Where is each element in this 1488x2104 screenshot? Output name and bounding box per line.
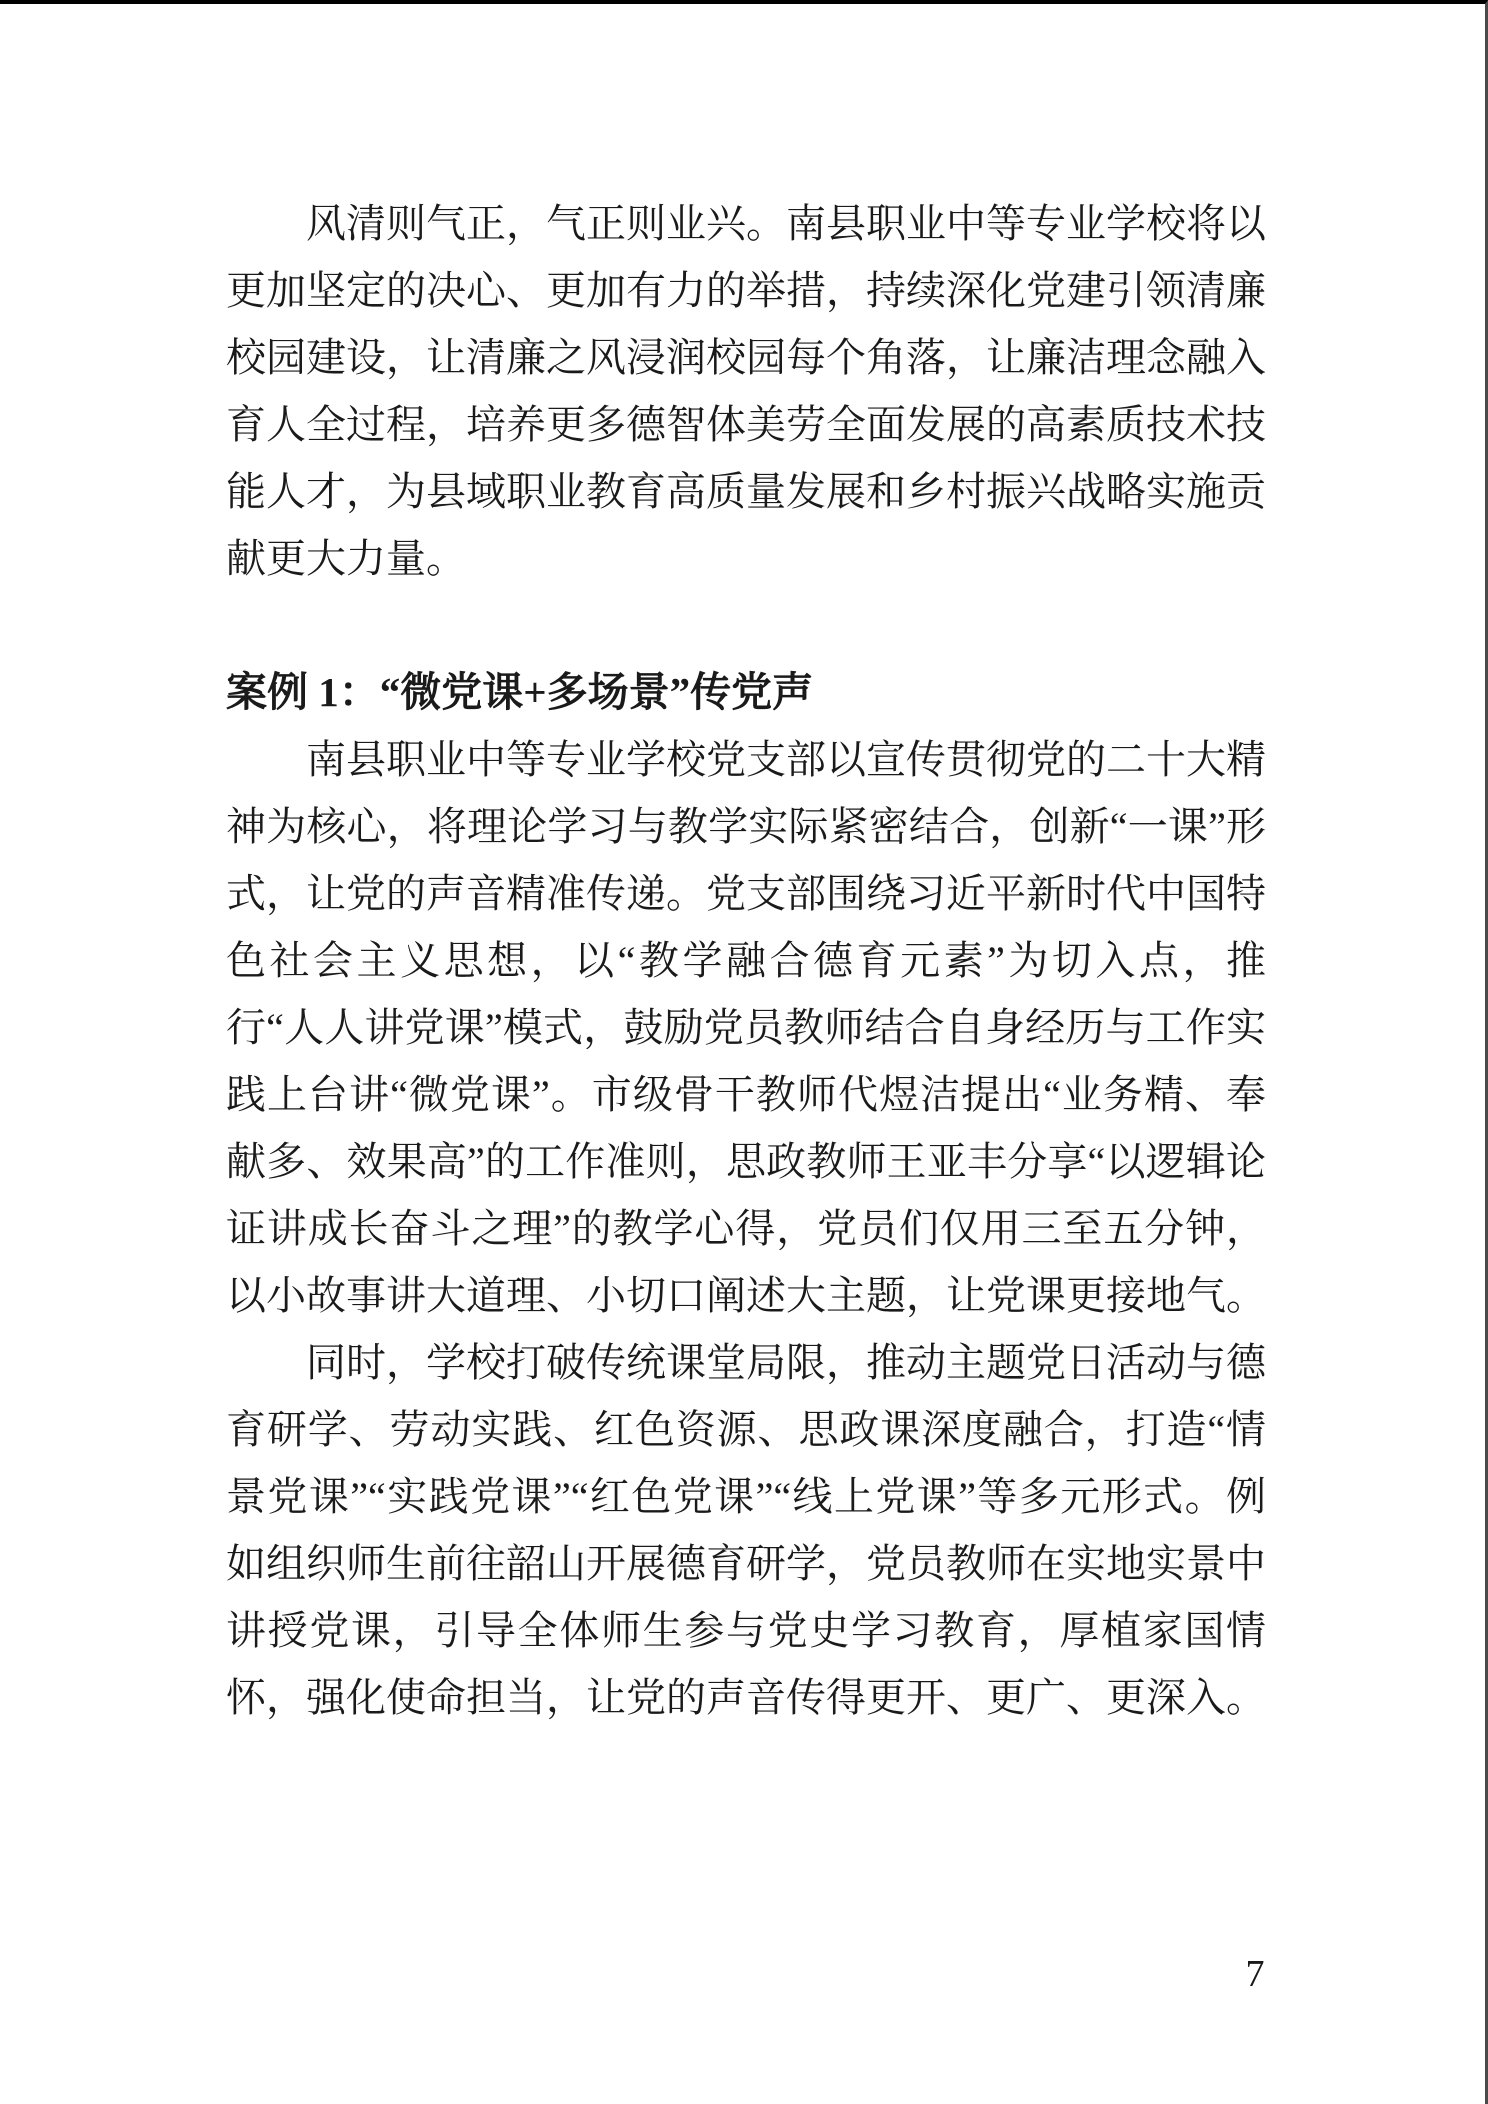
page-content bbox=[226, 190, 1266, 1731]
page-number: 7 bbox=[1245, 1953, 1265, 1995]
paragraph-case1-multi-scene: 同时，学校打破传统课堂局限，推动主题党日活动与德育研学、劳动实践、红色资源、思政课深度融合，打造“情景党课”“实践党课”“红色党课”“线上党课”等多元形式。例如组织师生前往韶山开展德育研学，党员教师在实地实景中讲授党课，引导全体师生参与党史学习教育，厚植家国情怀，强化使命担当，让党的声音传得更开、更广、更深入。 bbox=[226, 1340, 1266, 1720]
paragraph-case1-micro-party-class: 南县职业中等专业学校党支部以宣传贯彻党的二十大精神为核心，将理论学习与教学实际紧密结合，创新“一课”形式，让党的声音精准传递。党支部围绕习近平新时代中国特色社会主义思想，以“教学融合德育元素”为切入点，推行“人人讲党课”模式，鼓励党员教师结合自身经历与工作实践上台讲“微党课”。市级骨干教师代煜洁提出“业务精、奉献多、效果高”的工作准则，思政教师王亚丰分享“以逻辑论证讲成长奋斗之理”的教学心得，党员们仅用三至五分钟，以小故事讲大道理、小切口阐述大主题，让党课更接地气。 bbox=[226, 737, 1266, 1318]
case-1-heading: 案例 1：“微党课+多场景”传党声 bbox=[226, 669, 814, 715]
paragraph-conclusion: 风清则气正，气正则业兴。南县职业中等专业学校将以更加坚定的决心、更加有力的举措，持续深化党建引领清廉校园建设，让清廉之风浸润校园每个角落，让廉洁理念融入育人全过程，培养更多德智体美劳全面发展的高素质技术技能人才，为县域职业教育高质量发展和乡村振兴战略实施贡献更大力量。 bbox=[226, 201, 1266, 581]
